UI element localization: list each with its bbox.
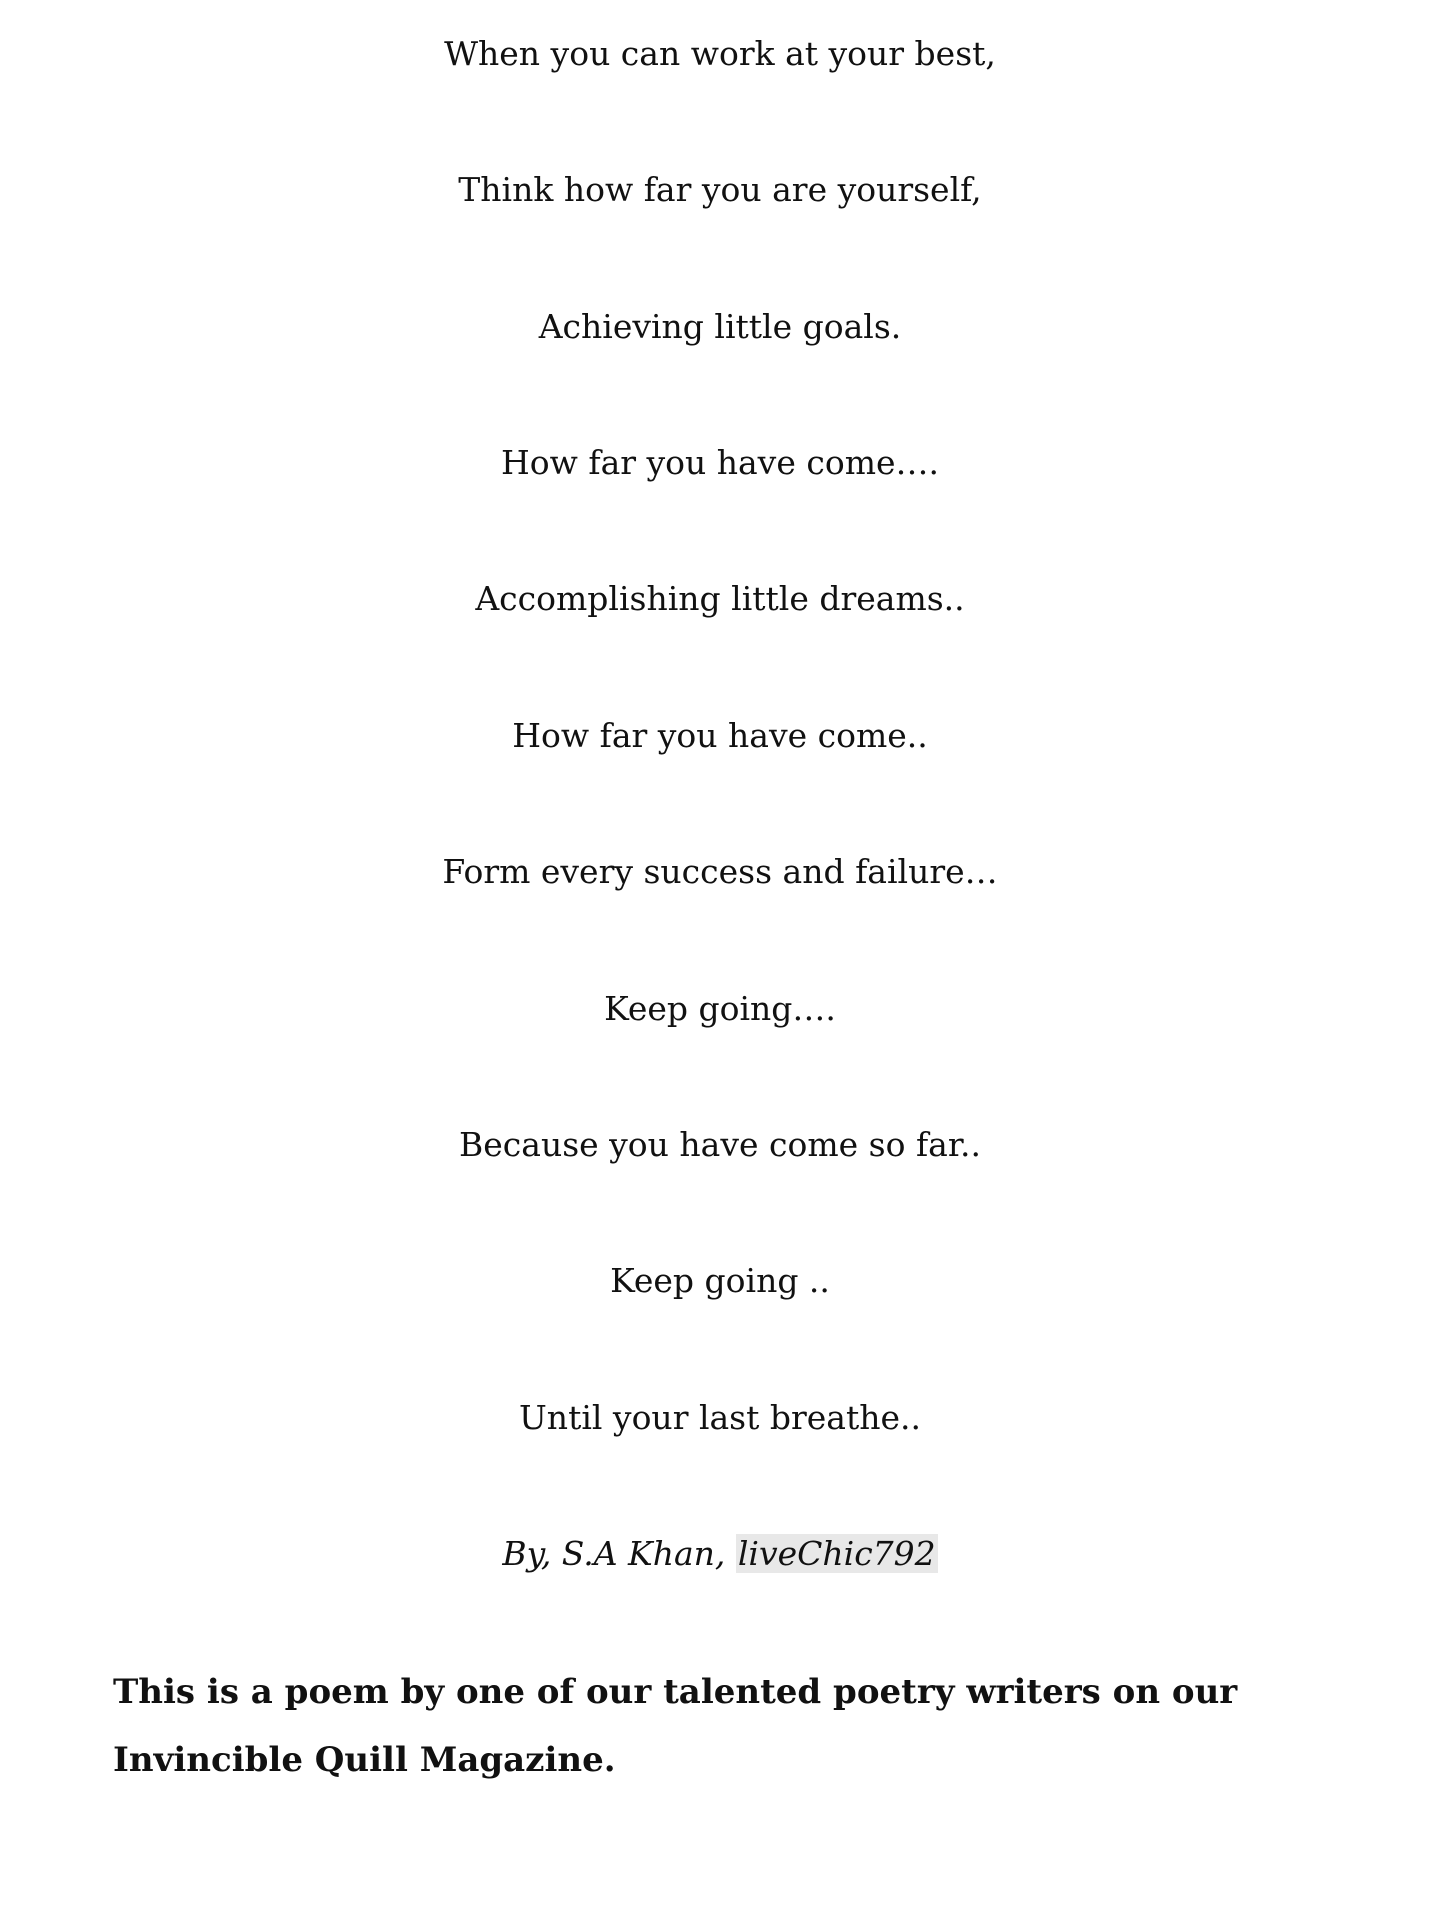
poem-line-8: Keep going….: [604, 989, 836, 1028]
poem-line-10: Keep going ..: [610, 1261, 830, 1300]
poem-line-2: Think how far you are yourself,: [458, 170, 982, 209]
poem-line-7: Form every success and failure…: [442, 852, 998, 891]
poem-line-6: How far you have come..: [512, 716, 928, 755]
magazine-note: This is a poem by one of our talented poetry writers on our Invincible Quill Magazine.: [113, 1672, 1238, 1780]
poem-line-3: Achieving little goals.: [538, 307, 902, 346]
poem-line-5: Accomplishing little dreams..: [475, 579, 965, 618]
byline-author: By, S.A Khan,: [502, 1534, 736, 1573]
poem-line-9: Because you have come so far..: [459, 1125, 981, 1164]
byline-handle: liveChic792: [737, 1534, 936, 1573]
poem-line-1: When you can work at your best,: [444, 34, 996, 73]
poem-line-4: How far you have come….: [500, 443, 940, 482]
poem-byline: [0, 1532, 1440, 1576]
poem-line-11: Until your last breathe..: [519, 1398, 921, 1437]
